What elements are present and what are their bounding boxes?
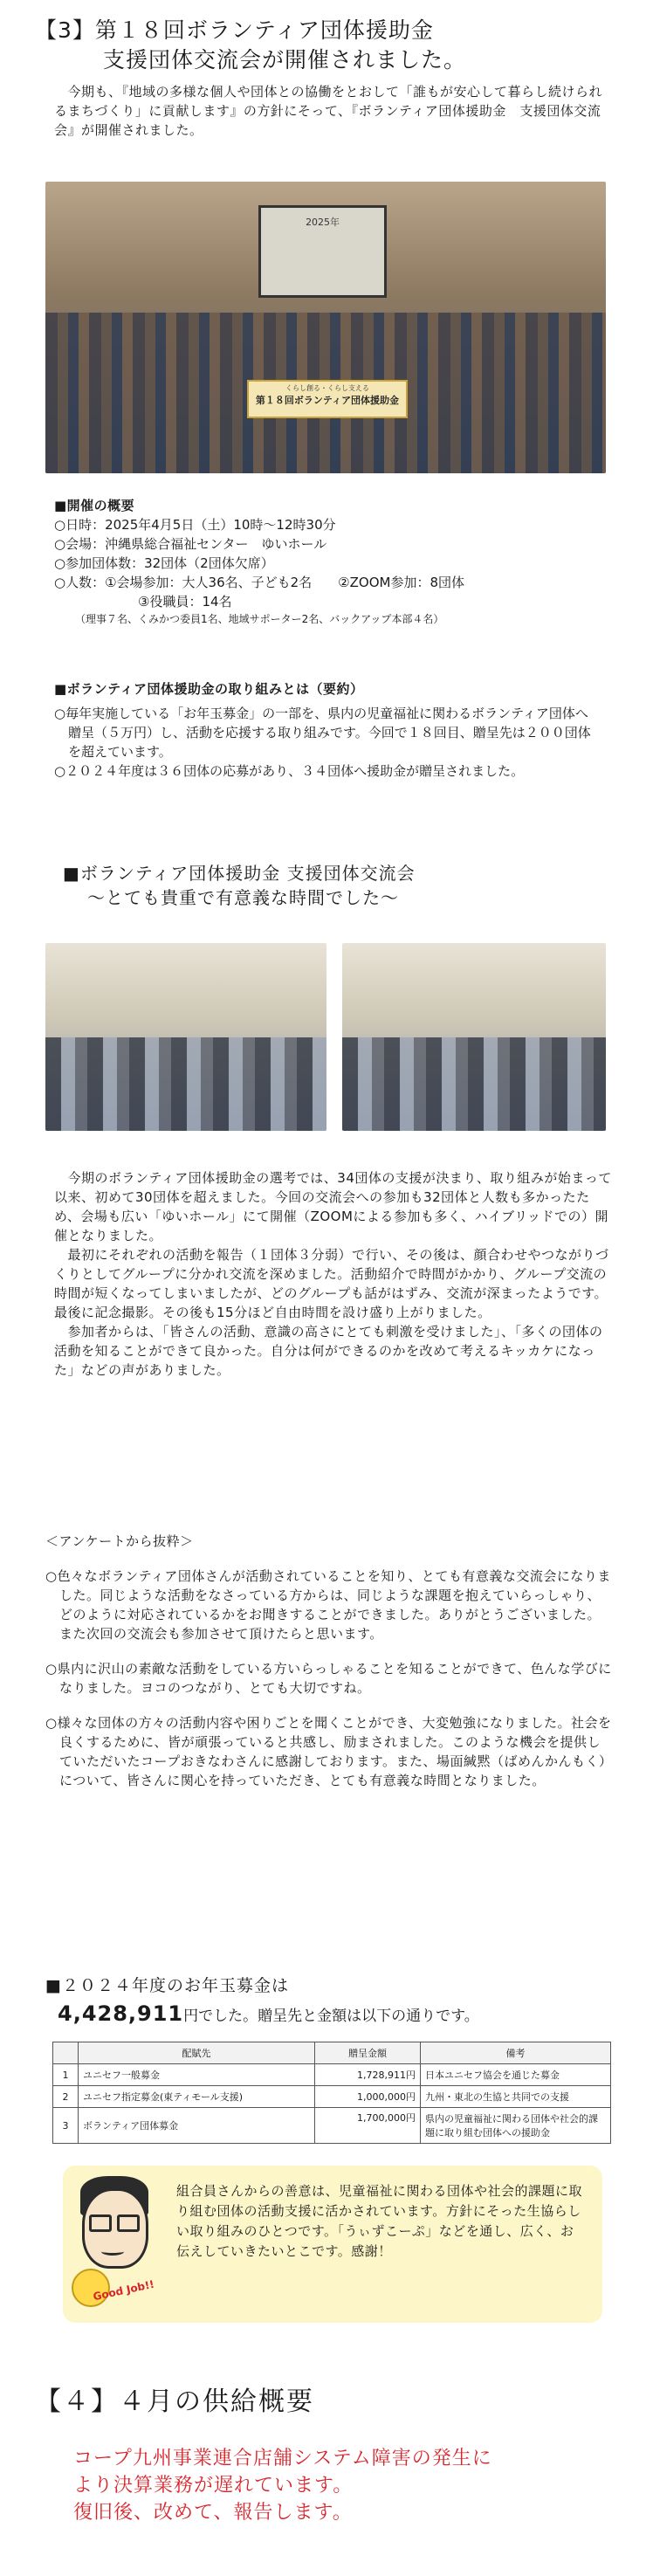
survey-quote1: ○色々なボランティア団体さんが活動されていることを知り、とても有意義な交流会になりました。同じような活動をなさっている方からは、同じような課題を抱えていらっしゃり、どのように対応されているかをお聞きすることができました。ありがとうございました。また次回の交流会も参加させて頂けたらと思います。 bbox=[45, 1568, 611, 1642]
table-header bbox=[53, 2042, 79, 2064]
event-banner bbox=[247, 380, 408, 418]
exchange-body2: 最初にそれぞれの活動を報告（１団体３分弱）で行い、その後は、顔合わせやつながりづくりとしてグループに分かれ交流を深めました。活動紹介で時間がかかり、グループ交流の時間が短くなってしまいましたが、どのグループも話がはずみ、交流が深まったようです。最後に記念撮影。その後も15分ほど自由時間を設け盛り上がりました。 bbox=[54, 1247, 609, 1320]
overview-heading: ■開催の概要 bbox=[54, 498, 135, 513]
table-cell: 1,000,000円 bbox=[315, 2086, 421, 2108]
donation-heading: ■２０２４年度のお年玉募金は bbox=[45, 1976, 289, 1995]
message-box bbox=[63, 2166, 602, 2323]
section3-intro: 今期も、『地域の多様な個人や団体との協働をとおして「誰もが安心して暮らし続けられるまちづくり」に貢献します』の方針にそって、『ボランティア団体援助金 支援団体交流会』が開催されました。 bbox=[54, 84, 603, 138]
exchange-heading2: ～とても貴重で有意義な時間でした～ bbox=[87, 887, 399, 908]
exchange-body bbox=[54, 1168, 613, 1380]
donation-table-wrap bbox=[52, 2042, 611, 2144]
table-cell: 1 bbox=[53, 2064, 79, 2086]
survey-quote2: ○県内に沢山の素敵な活動をしている方いらっしゃることを知ることができて、色んな学びになりました。ヨコのつながり、とても大切ですね。 bbox=[45, 1661, 612, 1696]
message-text: 組合員さんからの善意は、児童福祉に関わる団体や社会的課題に取り組む団体の活動支援に活かされています。方針にそった生協らしい取り組みのひとつです。「うぃずこーぷ」などを通し、広く、お伝えしていきたいとこです。感謝！ bbox=[176, 2183, 583, 2259]
mascot-glasses-right bbox=[117, 2214, 140, 2232]
table-cell: ユニセフ指定募金(東ティモール支援) bbox=[79, 2086, 315, 2108]
section4-notice-line1: コープ九州事業連合店舗システム障害の発生に bbox=[73, 2448, 492, 2469]
overview-people: ○人数：①会場参加：大人36名、子ども2名 ②ZOOM参加：8団体 bbox=[54, 575, 464, 590]
donation-table bbox=[52, 2042, 611, 2144]
table-cell: 九州・東北の生協と共同での支援 bbox=[421, 2086, 611, 2108]
section4-title: 【４】４月の供給概要 bbox=[35, 2387, 314, 2417]
overview-venue: ○会場：沖縄県総合福祉センター ゆいホール bbox=[54, 536, 327, 552]
table-row bbox=[53, 2086, 611, 2108]
section4-notice-line3: 復旧後、改めて、報告します。 bbox=[73, 2502, 353, 2524]
screen-text: 2025年 bbox=[306, 216, 340, 228]
exchange-heading bbox=[63, 861, 622, 910]
banner-main-text: 第１８回ボランティア団体援助金 bbox=[255, 395, 400, 407]
table-cell: 県内の児童福祉に関わる団体や社会的課題に取り組む団体への援助金 bbox=[421, 2108, 611, 2144]
table-header: 配賦先 bbox=[79, 2042, 315, 2064]
table-header: 備考 bbox=[421, 2042, 611, 2064]
donation-amount: 4,428,911 bbox=[58, 2001, 184, 2026]
donation-amount-suffix: 円でした。贈呈先と金額は以下の通りです。 bbox=[183, 2008, 479, 2025]
exchange-heading1: ■ボランティア団体援助金 支援団体交流会 bbox=[63, 863, 416, 884]
exchange-photo-right bbox=[342, 943, 606, 1131]
overview-staff: ③役職員：14名 bbox=[138, 594, 232, 610]
table-cell: 2 bbox=[53, 2086, 79, 2108]
mascot-glasses-left bbox=[89, 2214, 112, 2232]
table-cell: ユニセフ一般募金 bbox=[79, 2064, 315, 2086]
section3-title bbox=[35, 16, 466, 75]
exchange-photo-right-people bbox=[342, 1037, 606, 1132]
efforts-block bbox=[54, 679, 595, 781]
exchange-body1: 今期のボランティア団体援助金の選考では、34団体の支援が決まり、取り組みが始まって以来、初めて30団体を超えました。今回の交流会への参加も32団体と人数も多かったため、会場も広い「ゆいホール」にて開催（ZOOMによる参加も多く、ハイブリッドでの）開催となりました。 bbox=[54, 1170, 612, 1243]
table-cell: 日本ユニセフ協会を通じた募金 bbox=[421, 2064, 611, 2086]
group-photo bbox=[45, 182, 606, 473]
efforts-item2: ○２０２４年度は３６団体の応募があり、３４団体へ援助金が贈呈されました。 bbox=[54, 763, 525, 779]
table-header: 贈呈金額 bbox=[315, 2042, 421, 2064]
good-job-badge: Good Job!! bbox=[92, 2277, 156, 2304]
survey-block bbox=[45, 1532, 613, 1790]
efforts-item1: ○毎年実施している「お年玉募金」の一部を、県内の児童福祉に関わるボランティア団体へ贈呈（５万円）し、活動を応援する取り組みです。今回で１８回目、贈呈先は２００団体を超えています。 bbox=[54, 706, 591, 760]
mascot-illustration bbox=[68, 2173, 161, 2312]
survey-quote3: ○様々な団体の方々の活動内容や困りごとを聞くことができ、大変勉強になりました。社会を良くするために、皆が頑張っていると共感し、励まされました。このような機会を提供していただいたコープおきなわさんに感謝しております。また、場面緘黙（ばめんかんもく）について、皆さんに関心を持っていただき、とても有意義な時間となりました。 bbox=[45, 1715, 613, 1788]
overview-block bbox=[54, 496, 613, 627]
overview-groups: ○参加団体数：32団体（2団体欠席） bbox=[54, 555, 274, 571]
section3-title-line1: 【3】第１８回ボランティア団体援助金 bbox=[35, 17, 434, 43]
table-cell: 3 bbox=[53, 2108, 79, 2144]
table-header-row bbox=[53, 2042, 611, 2064]
section4-notice-line2: より決算業務が遅れています。 bbox=[73, 2475, 354, 2497]
banner-small-text: くらし創る・くらし支える bbox=[285, 384, 369, 393]
overview-note: （理事７名、くみかつ委員1名、地域サポーター2名、バックアップ本部４名） bbox=[75, 613, 444, 625]
projector-screen bbox=[258, 205, 387, 298]
donation-block bbox=[45, 1973, 613, 2026]
table-row bbox=[53, 2108, 611, 2144]
survey-heading: ＜アンケートから抜粋＞ bbox=[45, 1533, 194, 1549]
table-row bbox=[53, 2064, 611, 2086]
overview-date: ○日時：2025年4月5日（土）10時～12時30分 bbox=[54, 517, 336, 533]
table-cell: ボランティア団体募金 bbox=[79, 2108, 315, 2144]
mascot-smile bbox=[101, 2248, 124, 2256]
section3-title-line2: 支援団体交流会が開催されました。 bbox=[103, 47, 467, 72]
exchange-photo-left-people bbox=[45, 1037, 326, 1132]
table-cell: 1,728,911円 bbox=[315, 2064, 421, 2086]
table-cell: 1,700,000円 bbox=[315, 2108, 421, 2144]
exchange-body3: 参加者からは、「皆さんの活動、意識の高さにとても刺激を受けました」、「多くの団体の活動を知ることができて良かった。自分は何ができるのかを改めて考えるキッカケになった」などの声がありました。 bbox=[54, 1324, 603, 1378]
section4-notice bbox=[73, 2445, 615, 2526]
efforts-heading: ■ボランティア団体援助金の取り組みとは（要約） bbox=[54, 681, 364, 697]
exchange-photo-left bbox=[45, 943, 326, 1131]
